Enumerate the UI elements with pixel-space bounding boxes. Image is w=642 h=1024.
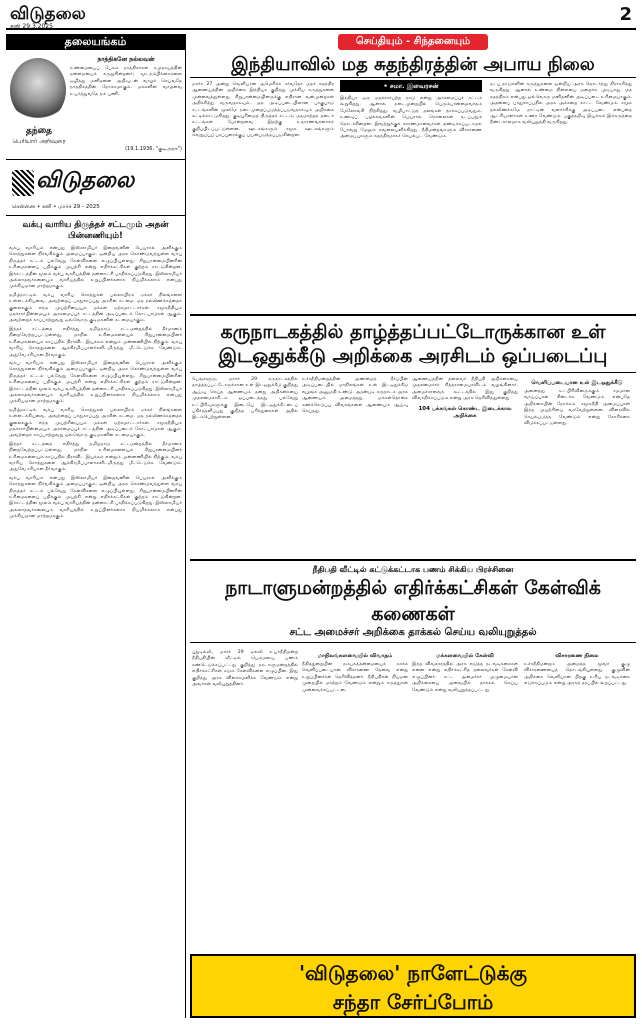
article3: [190, 646, 636, 864]
article3-col3-text: இந்த விவகாரத்தில் அரசு எடுத்த நடவடிக்கைகள் என்ன என்று எதிர்க்கட்சித் தலைவர்கள் கேள்வி எழுப்பினர். சட்ட அமைச்சர் முழுமையான அறிக்கையை அவையில் தாக்கல் செய்ய வேண்டும் என்று வலியுறுத்தப்பட்டது.: [412, 662, 518, 693]
article3-subhead: விசாரணை நிலை: [555, 653, 599, 659]
article3-kicker: நீதிபதி வீட்டில் கட்டுக்கட்டாக பணம் சிக்கிய பிரச்சினை: [312, 565, 514, 574]
quote-title: நாத்திகனே நல்லவன்: [97, 56, 155, 63]
subscription-banner: [190, 954, 636, 1018]
page-header: [6, 4, 636, 30]
edition-line: சென்னை • சனி • மார்ச் 29 - 2025: [12, 204, 100, 210]
masthead: விடுதலை: [10, 4, 86, 24]
article3-col2: [302, 650, 408, 694]
article2-col4: [524, 377, 630, 427]
editorial-label: தலையங்கம்: [6, 34, 185, 50]
article3-col4: [524, 650, 630, 688]
article1-col3: நட்பு நாடுகளின் கருத்துகளை ஒன்றிய அரசு தொடர்ந்து நிராகரித்து வருகிறது. ஆனால் உண்மை நிலையை மறைக்க முடியாது. மத சுதந்திரம் என்பது ஒவ்வொரு மனிதனின் அடிப்படை உரிமையாகும். அதனைப் பாதுகாப்பதில் அரசு அக்கறை காட்ட வேண்டும். சமூக நல்லிணக்கமே நாட்டின் வளர்ச்சிக்கு அடிப்படை என்பதை ஆட்சியாளர்கள் உணர வேண்டும். பகுத்தறிவு இயக்கம் இக்கருத்தை நீண்டகாலமாக வலியுறுத்தி வருகிறது.: [490, 82, 632, 126]
editorial-body: இந்தச் சட்டத்தை எதிர்த்து தமிழ்நாடு சட்டமன்றத்தில் தீர்மானம் நிறைவேற்றப்பட்டுள்ளது. மாநில உரிமைகளையும் சிறுபான்மையினர் உரிமைகளையும் காப்பதில் திராவிட இயக்கம் என்றும் முன்னணியில் நிற்கும். வக்பு வாரிய சொத்துகளை ஆக்கிரமிப்பாளர்களிடமிருந்து மீட்டெடுக்க வேண்டும். அதுவே சரியான தீர்வாகும்.: [9, 326, 182, 358]
article1: [190, 78, 636, 316]
editorial-body: தமிழ்நாட்டில் வக்பு வாரிய சொத்துகள் பல்லாயிரம் ஏக்கர் நிலங்களை உள்ளடக்கியவை. அவற்றைப் பாதுகாப்பது அரசின் கடமை. மத நல்லிணக்கத்தைக் குலைக்கும் எந்த முயற்சியையும் மக்கள் ஏற்கமாட்டார்கள். சமூகநீதியும் மதச்சார்பின்மையும் அரசமைப்புச் சட்டத்தின் அடிப்படைக் கோட்பாடுகள் ஆகும். அவற்றைக் காப்பாற்றுவது ஒவ்வொரு குடிமகனின் கடமையாகும்.: [9, 292, 182, 324]
editorial-body: தமிழ்நாட்டில் வக்பு வாரிய சொத்துகள் பல்லாயிரம் ஏக்கர் நிலங்களை உள்ளடக்கியவை. அவற்றைப் பாதுகாப்பது அரசின் கடமை. மத நல்லிணக்கத்தைக் குலைக்கும் எந்த முயற்சியையும் மக்கள் ஏற்கமாட்டார்கள். சமூகநீதியும் மதச்சார்பின்மையும் அரசமைப்புச் சட்டத்தின் அடிப்படைக் கோட்பாடுகள் ஆகும். அவற்றைக் காப்பாற்றுவது ஒவ்வொரு குடிமகனின் கடமையாகும்.: [9, 407, 182, 439]
article2: [190, 373, 636, 561]
editorial-body: இந்தச் சட்டத்தை எதிர்த்து தமிழ்நாடு சட்டமன்றத்தில் தீர்மானம் நிறைவேற்றப்பட்டுள்ளது. மாநில உரிமைகளையும் சிறுபான்மையினர் உரிமைகளையும் காப்பதில் திராவிட இயக்கம் என்றும் முன்னணியில் நிற்கும். வக்பு வாரிய சொத்துகளை ஆக்கிரமிப்பாளர்களிடமிருந்து மீட்டெடுக்க வேண்டும். அதுவே சரியான தீர்வாகும்.: [9, 441, 182, 473]
periyar-quote-box: [6, 50, 185, 160]
portrait-subname: பெரியார் அறிவுரை: [12, 138, 66, 145]
article1-col2: இந்தியா ஒரு மதச்சார்பற்ற நாடு என்று அரசமைப்புச் சட்டம் கூறுகிறது. ஆனால் நடைமுறையில் பெரும்பான்மைவாதம் மேலோங்கி நிற்கிறது. வழிபாட்டுத் தலங்கள் தாக்கப்படுவதும், உணவுப் பழக்கங்களின் பெயரால் கொலைகள் நடப்பதும் தொடர்கின்றன. இவற்றுக்குக் காரணமானவர்கள் தண்டிக்கப்படாமல் போவது மேலும் கவலையளிக்கிறது. நீதிமன்றங்களும் விசாரணை அமைப்புகளும் சுதந்திரமாகச் செயல்பட வேண்டும்.: [340, 96, 482, 140]
article1-headline: இந்தியாவில் மத சுதந்திரத்தின் அபாய நிலை: [190, 54, 636, 78]
editorial-body: வக்பு வாரியம் என்பது இஸ்லாமியர் இறைவனின் பெயரால் அளிக்கும் சொத்துகளை நிர்வகிக்கும் அமைப்பாகும். ஒன்றிய அரசு கொண்டுவந்துள்ள வக்பு திருத்தச் சட்டம் பல்வேறு கேள்விகளை எழுப்பியுள்ளது. சிறுபான்மையினரின் உரிமைகளைப் பறிக்கும் முயற்சி என்று எதிர்க்கட்சிகள் குற்றம் சாட்டுகின்றன. இச்சட்டத்தின் மூலம் வக்பு வாரியத்தின் தன்னாட்சி பாதிக்கப்படுகிறது. இஸ்லாமியர் அல்லாதவர்களையும் வாரியத்தில் உறுப்பினர்களாக நியமிக்கலாம் என்பது முக்கியமான மாற்றமாகும்.: [9, 360, 182, 405]
editorial-body: வக்பு வாரியம் என்பது இஸ்லாமியர் இறைவனின் பெயரால் அளிக்கும் சொத்துகளை நிர்வகிக்கும் அமைப்பாகும். ஒன்றிய அரசு கொண்டுவந்துள்ள வக்பு திருத்தச் சட்டம் பல்வேறு கேள்விகளை எழுப்பியுள்ளது. சிறுபான்மையினரின் உரிமைகளைப் பறிக்கும் முயற்சி என்று எதிர்க்கட்சிகள் குற்றம் சாட்டுகின்றன. இச்சட்டத்தின் மூலம் வக்பு வாரியத்தின் தன்னாட்சி பாதிக்கப்படுகிறது. இஸ்லாமியர் அல்லாதவர்களையும் வாரியத்தில் உறுப்பினர்களாக நியமிக்கலாம் என்பது முக்கியமான மாற்றமாகும்.: [9, 475, 182, 520]
newspaper-logo: விடுதலை: [36, 168, 135, 193]
quote-block: [70, 56, 182, 98]
logo-box: [6, 160, 185, 216]
article3-col1: புதுடில்லி, மார்ச் 29 டில்லி உயர்நீதிமன்ற நீதிபதியின் வீட்டில் பெருமளவு பணம் கண்டெடுக்கப்பட்டது குறித்து நாடாளுமன்றத்தில் எதிர்க்கட்சிகள் கடும் கேள்விகளை எழுப்பின. இது குறித்து அரசு விளக்கமளிக்க வேண்டும் என்று அவர்கள் வலியுறுத்தினர்.: [192, 650, 298, 688]
article2-col3-text: ஆணையத்தின் தலைவர் நீதிபதி அறிக்கையை முதலமைச்சர் சித்தராமையாவிடம் வழங்கினார். அமைச்சரவைக் கூட்டத்தில் இது குறித்து விவாதிக்கப்படும் என்று அரசு தெரிவித்துள்ளது.: [412, 377, 518, 402]
article2-subhead: வெளிப்படையான உள் இடஒதுக்கீடு: [531, 380, 623, 386]
header-date: சனி 29.3.2025: [10, 23, 53, 30]
article3-col3: [412, 650, 518, 694]
article1-byline: • சமா. இளவரசன்: [340, 80, 482, 92]
emblem-icon: [12, 170, 34, 196]
article2-subhead: 104 பக்கங்கள் கொண்ட இடைக்கால அறிக்கை: [418, 405, 512, 419]
editorial-column: [6, 34, 186, 1018]
article3-subhead: மக்களவையில் கேள்வி: [436, 653, 494, 659]
section-tag: செய்தியும் - சிந்தனையும்: [338, 34, 488, 50]
portrait-name: தந்தை: [25, 126, 52, 136]
article3-col4-text: உச்சநீதிமன்றம் அமைத்த மூவர் குழு விசாரணையைத் தொடங்கியுள்ளது. குழுவின் அறிக்கை வெளியான பிறகு உரிய நடவடிக்கை எடுக்கப்படும் என்று அரசுத் தரப்பில் கூறப்பட்டது.: [524, 662, 630, 687]
article3-subhead: மாநிலங்களவையில் விவாதம்: [317, 653, 393, 659]
article2-col2: உச்சநீதிமன்றத்தின் அண்மைத் தீர்ப்பின் அடிப்படையில் மாநிலங்கள் உள் இடஒதுக்கீடு வழங்க அனுமதி உண்டு. அதன்படி கருநாடக அரசு ஆணையம் அமைத்தது. மக்கள்தொகை கணக்கெடுப்பு விவரங்களை ஆணையம் ஆய்வு செய்தது.: [302, 377, 408, 415]
periyar-portrait: [10, 58, 66, 122]
article1-col1: மார்ச் 27 அன்று வெளியான அமெரிக்க சர்வதேச மதச் சுதந்திர ஆணையத்தின் அறிக்கை இந்தியா குறித்து முக்கிய கருத்துகளை முன்வைத்துள்ளது. சிறுபான்மையினருக்கு எதிரான வன்முறைகள் அதிகரித்து வருவதாகவும், மத அடிப்படையிலான பாகுபாடு சட்டங்களின் மூலமே நடைமுறைப்படுத்தப்படுவதாகவும் அறிக்கை சுட்டிக்காட்டுகிறது. குடியுரிமைத் திருத்தச் சட்டம், மதமாற்றத் தடைச் சட்டங்கள் போன்றவை இதற்கு உதாரணங்களாகக் குறிப்பிடப்பட்டுள்ளன. ஊடகங்களும் சமூக ஊடகங்களும் வெறுப்புப் பரப்புரைக்குப் பயன்படுத்தப்படுகின்றன.: [192, 82, 334, 139]
article2-col1: பெங்களூரு, மார்ச் 29 கருநாடகத்தில் தாழ்த்தப்பட்டோருக்கான உள் இடஒதுக்கீடு குறித்து ஆய்வு செய்த ஆணையம் தனது அறிக்கையை முதலமைச்சரிடம் ஒப்படைத்தது. பல்வேறு உட்பிரிவுகளுக்கு இடையே இடஒதுக்கீட்டைப் பகிர்ந்தளிப்பது குறித்த பரிந்துரைகள் அதில் இடம்பெற்றுள்ளன.: [192, 377, 298, 421]
article2-headline: கருநாடகத்தில் தாழ்த்தப்பட்டோருக்கான உள் இடஒதுக்கீடு அறிக்கை அரசிடம் ஒப்படைப்பு: [190, 316, 636, 373]
article3-deck: சட்ட அமைச்சர் அறிக்கை தாக்கல் செய்ய வலியுறுத்தல்: [190, 627, 636, 643]
article3-headline: நாடாளுமன்றத்தில் எதிர்க்கட்சிகள் கேள்விக் கணைகள்: [225, 577, 601, 625]
article2-col4-text: அனைத்து உட்பிரிவினருக்கும் சமமான வாய்ப்புகள் கிடைக்க வேண்டும் என்பதே அறிக்கையின் நோக்கம். சமூகநீதி அமைப்புகள் இந்த முயற்சியை வரவேற்றுள்ளன. விரைவில் செயல்படுத்த வேண்டும் என்று கோரிக்கை விடுக்கப்பட்டுள்ளது.: [524, 389, 630, 427]
editorial-title: வக்பு வாரிய திருத்தச் சட்டமும் அதன் பின்னணியும்!: [22, 220, 169, 241]
page-number: 2: [619, 4, 632, 25]
article2-col3: [412, 377, 518, 422]
banner-line1: 'விடுதலை' நாளேட்டுக்கு: [298, 961, 528, 985]
banner-line2: சந்தா சேர்ப்போம்: [332, 990, 494, 1014]
main-area: [190, 34, 636, 864]
article3-col2-text: நீதித்துறையின் நம்பகத்தன்மையைக் காக்க வெளிப்படையான விசாரணை தேவை என்று உறுப்பினர்கள் தெரிவித்தனர். நீதிபதிகள் நியமன முறையில் மாற்றம் வேண்டும் என்றும் கருத்துகள் முன்வைக்கப்பட்டன.: [302, 662, 408, 693]
quote-source: (19.1.1936, "குடிஅரசு"): [125, 146, 182, 152]
quote-text: உண்மையைப் பேசும் நாத்திகர்கள் சமுதாயத்தின் நன்மையைக் கருதுகின்றனர்; மூடநம்பிக்கைகளை ஒழித்து மனிதனை அறிவுடன் வாழச் செய்வதே நாத்திகத்தின் நோக்கமாகும். மக்களின் வாழ்வை உயர்த்துவதே நம் பணி.: [70, 66, 182, 97]
editorial-body: வக்பு வாரியம் என்பது இஸ்லாமியர் இறைவனின் பெயரால் அளிக்கும் சொத்துகளை நிர்வகிக்கும் அமைப்பாகும். ஒன்றிய அரசு கொண்டுவந்துள்ள வக்பு திருத்தச் சட்டம் பல்வேறு கேள்விகளை எழுப்பியுள்ளது. சிறுபான்மையினரின் உரிமைகளைப் பறிக்கும் முயற்சி என்று எதிர்க்கட்சிகள் குற்றம் சாட்டுகின்றன. இச்சட்டத்தின் மூலம் வக்பு வாரியத்தின் தன்னாட்சி பாதிக்கப்படுகிறது. இஸ்லாமியர் அல்லாதவர்களையும் வாரியத்தில் உறுப்பினர்களாக நியமிக்கலாம் என்பது முக்கியமான மாற்றமாகும்.: [9, 246, 182, 290]
